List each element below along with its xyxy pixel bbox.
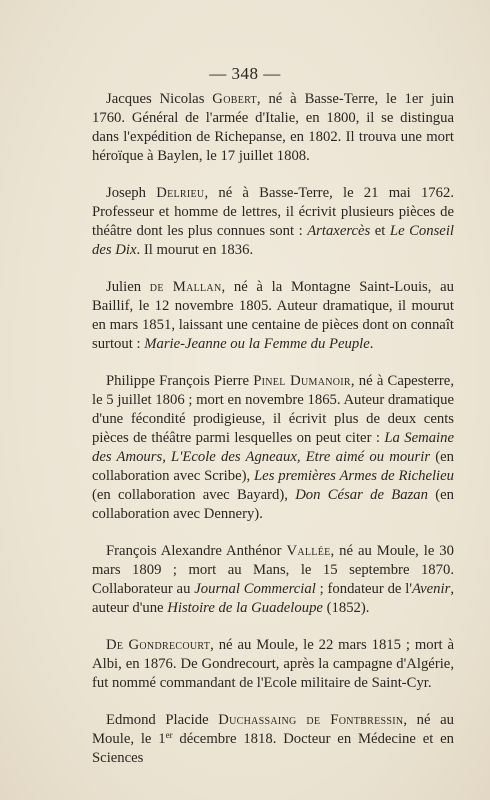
- entry-text: ; fondateur de l': [315, 581, 412, 597]
- entry-text: , auteur d'une: [92, 581, 454, 616]
- entry-text: , né à la Montagne Saint-Louis, au Baillif, le 12 novembre 1805. Auteur dramatique, il mourut en mars 1851, laissant une centaine de pièces dont on connaît surtout :: [92, 279, 454, 352]
- person-name: Edmond Placide: [106, 712, 219, 728]
- entry-delrieu: [92, 184, 454, 260]
- entry-text: (en collaboration avec Dennery).: [92, 487, 455, 522]
- page-number: — 348 —: [209, 64, 281, 83]
- work-title: Journal Commercial: [194, 581, 316, 597]
- entry-text: . Il mourut en 1836.: [136, 242, 254, 258]
- work-title: Artaxercès: [307, 223, 371, 239]
- person-name: Julien: [106, 279, 150, 295]
- entry-duchassaing: [92, 711, 454, 768]
- work-title: Avenir: [411, 581, 451, 597]
- entry-text: et: [370, 223, 390, 239]
- person-name: Joseph: [106, 185, 157, 201]
- work-title: La Semaine des Amours, L'Ecole des Agneaux, Etre aimé ou mourir: [92, 430, 454, 465]
- entry-text: , né à Basse-Terre, le 21 mai 1762. Professeur et homme de lettres, il écrivit plusieurs pièces de théâtre dont les plus connues sont :: [92, 185, 454, 239]
- work-title: Les premières Armes de Richelieu: [254, 468, 454, 484]
- work-title: Le Conseil des Dix: [92, 223, 454, 258]
- person-name: Philippe François Pierre: [106, 373, 254, 389]
- person-surname: Gobert: [212, 91, 257, 107]
- entry-text: (en collaboration avec Bayard),: [92, 487, 296, 503]
- person-surname: Pinel Dumanoir: [253, 373, 351, 389]
- work-title: Marie-Jeanne ou la Femme du Peuple: [144, 336, 370, 352]
- entry-pinel-dumanoir: [92, 372, 454, 524]
- entry-text: (1852).: [322, 600, 370, 616]
- person-name: Jacques Nicolas: [106, 91, 213, 107]
- entry-gobert: [92, 90, 454, 166]
- entry-text: , né au Moule, le 22 mars 1815 ; mort à Albi, en 1876. De Gondrecourt, après la campagne d'Algérie, fut nommé commandant de l'Ecole militaire de Saint-Cyr.: [92, 637, 455, 691]
- person-surname: Vallée: [286, 543, 331, 559]
- person-surname: de Mallan: [149, 279, 222, 295]
- entry-text: , né à Basse-Terre, le 1er juin 1760. Général de l'armée d'Italie, en 1800, il se distingua dans l'expédition de Richepanse, en 1802. Il trouva une mort héroïque à Baylen, le 17 juillet 1808.: [92, 91, 454, 164]
- entry-text: , né au Moule, le 1: [92, 712, 454, 747]
- person-surname: Duchassaing de Fontbressin: [218, 712, 404, 728]
- entry-mallan: [92, 278, 454, 354]
- page-body: [92, 90, 454, 786]
- person-surname: De Gondrecourt: [106, 637, 211, 653]
- work-title: Histoire de la Guadeloupe: [167, 600, 323, 616]
- entry-text: , né au Moule, le 30 mars 1809 ; mort au Mans, le 15 septembre 1870. Collaborateur au: [92, 543, 454, 597]
- entry-text: .: [369, 336, 374, 352]
- entry-vallee: [92, 542, 454, 618]
- person-name: François Alexandre Anthénor: [106, 543, 287, 559]
- entry-text: (en collaboration avec Scribe),: [92, 449, 454, 484]
- entry-gondrecourt: [92, 636, 454, 693]
- ordinal-superscript: er: [165, 730, 173, 740]
- work-title: Don César de Bazan: [295, 487, 428, 503]
- person-surname: Delrieu: [156, 185, 205, 201]
- entry-text: décembre 1818. Docteur en Médecine et en Sciences: [92, 731, 454, 766]
- entry-text: , né à Capesterre, le 5 juillet 1806 ; mort en novembre 1865. Auteur dramatique d'une fécondité prodigieuse, il écrivit plus de deux cents pièces de théâtre parmi lesquelles on peut citer :: [92, 373, 454, 446]
